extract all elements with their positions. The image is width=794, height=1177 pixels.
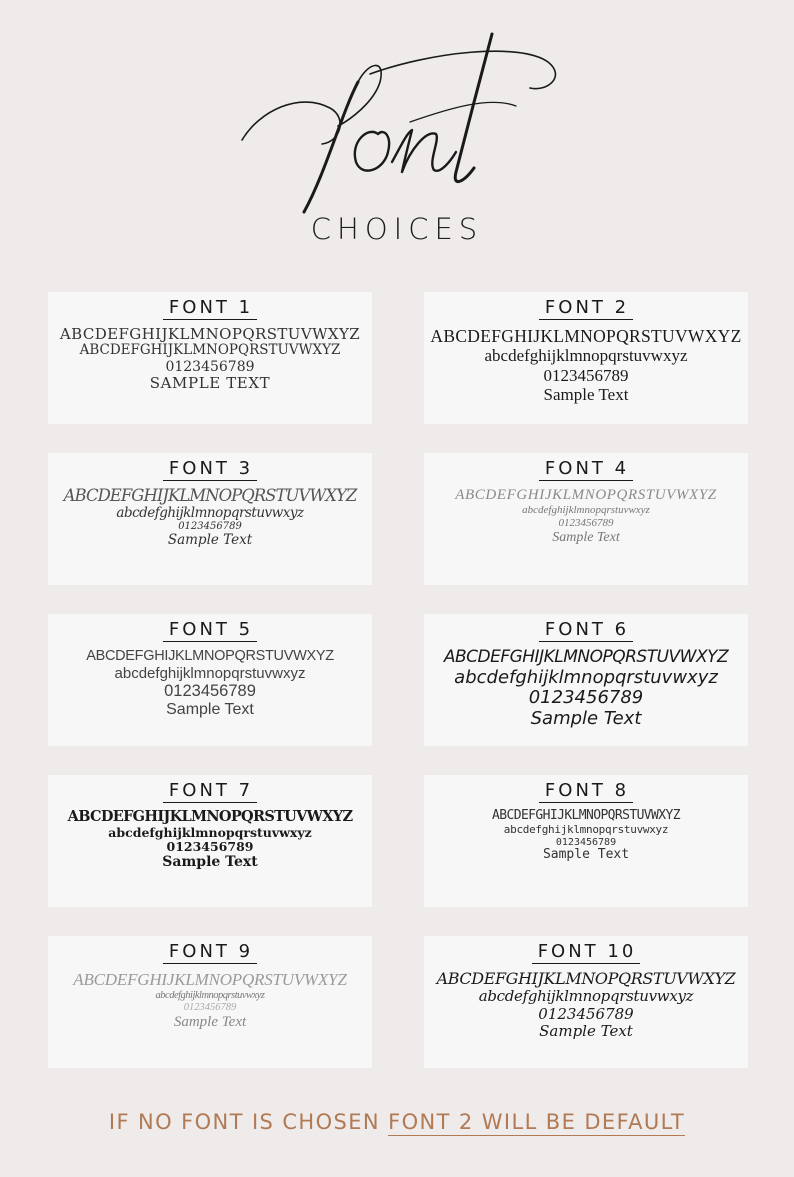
sample-text: Sample Text (167, 531, 253, 548)
digits-sample: 0123456789 (538, 1004, 634, 1023)
font-card-1[interactable] (48, 292, 372, 424)
uppercase-sample: ABCDEFGHIJKLMNOPQRSTUVWXYZ (436, 969, 736, 988)
font-card-title: FONT 1 (163, 297, 257, 320)
font-card-3[interactable] (48, 453, 372, 585)
lowercase-sample: abcdefghijklmnopqrstuvwxyz (454, 666, 718, 688)
digits-sample: 0123456789 (555, 836, 617, 848)
digits-sample: 0123456789 (166, 839, 254, 855)
lowercase-sample: ABCDEFGHIJKLMNOPQRSTUVWXYZ (79, 342, 341, 359)
digits-sample: 0123456789 (528, 687, 644, 709)
font-card-title: FONT 2 (539, 297, 633, 320)
uppercase-sample: ABCDEFGHIJKLMNOPQRSTUVWXYZ (430, 326, 742, 346)
uppercase-sample: ABCDEFGHIJKLMNOPQRSTUVWXYZ (86, 648, 334, 664)
sample-text: SAMPLE TEXT (149, 373, 271, 392)
sample-text: Sample Text (539, 1021, 633, 1040)
uppercase-sample: ABCDEFGHIJKLMNOPQRSTUVWXYZ (63, 486, 357, 505)
font-card-title: FONT 7 (163, 780, 257, 803)
digits-sample: 0123456789 (165, 358, 255, 375)
digits-sample: 0123456789 (543, 365, 629, 385)
font-card-2[interactable] (424, 292, 748, 424)
lowercase-sample: abcdefghijklmnopqrstuvwxyz (484, 346, 688, 366)
lowercase-sample: abcdefghijklmnopqrstuvwxyz (116, 504, 304, 521)
lowercase-sample: abcdefghijklmnopqrstuvwxyz (478, 987, 694, 1006)
font-card-title: FONT 9 (163, 941, 257, 964)
font-card-title: FONT 4 (539, 458, 633, 481)
font-card-title: FONT 6 (539, 619, 633, 642)
digits-sample: 0123456789 (183, 1001, 237, 1013)
font-card-8[interactable] (424, 775, 748, 907)
uppercase-sample: ABCDEFGHIJKLMNOPQRSTUVWXYZ (492, 808, 680, 823)
lowercase-sample: abcdefghijklmnopqrstuvwxyz (114, 664, 306, 682)
uppercase-sample: ABCDEFGHIJKLMNOPQRSTUVWXYZ (59, 325, 361, 343)
page-subtitle: CHOICES (310, 212, 484, 246)
lowercase-sample: abcdefghijklmnopqrstuvwxyz (522, 504, 650, 517)
font-card-5[interactable] (48, 614, 372, 746)
uppercase-sample: ABCDEFGHIJKLMNOPQRSTUVWXYZ (455, 487, 717, 503)
font-card-9[interactable] (48, 936, 372, 1068)
uppercase-sample: ABCDEFGHIJKLMNOPQRSTUVWXYZ (73, 970, 347, 989)
digits-sample: 0123456789 (558, 516, 614, 529)
sample-text: Sample Text (552, 529, 620, 545)
font-card-title: FONT 8 (539, 780, 633, 803)
sample-text: Sample Text (166, 700, 254, 718)
sample-text: Sample Text (542, 847, 630, 863)
font-card-title: FONT 5 (163, 619, 257, 642)
lowercase-sample: abcdefghijklmnopqrstuvwxyz (503, 822, 669, 836)
font-script-logo (230, 22, 570, 222)
notice-lead: IF NO FONT IS CHOSEN (108, 1110, 389, 1134)
digits-sample: 0123456789 (164, 681, 256, 700)
sample-text: Sample Text (162, 854, 258, 871)
font-card-title: FONT 3 (163, 458, 257, 481)
font-card-10[interactable] (424, 936, 748, 1068)
font-card-6[interactable] (424, 614, 748, 746)
notice-emphasis: FONT 2 WILL BE DEFAULT (388, 1110, 686, 1134)
sample-text: Sample Text (530, 707, 642, 729)
default-font-notice (0, 1110, 794, 1134)
sample-text: Sample Text (543, 385, 629, 405)
font-card-7[interactable] (48, 775, 372, 907)
sample-text: Sample Text (173, 1013, 247, 1030)
font-card-4[interactable] (424, 453, 748, 585)
uppercase-sample: ABCDEFGHIJKLMNOPQRSTUVWXYZ (67, 808, 353, 825)
uppercase-sample: ABCDEFGHIJKLMNOPQRSTUVWXYZ (443, 647, 729, 667)
font-card-title: FONT 10 (532, 941, 641, 964)
lowercase-sample: abcdefghijklmnopqrstuvwxyz (108, 824, 312, 840)
font-script-logo-art (230, 22, 570, 222)
digits-sample: 0123456789 (178, 521, 242, 533)
lowercase-sample: abcdefghijklmnopqrstuvwxyz (155, 989, 265, 1001)
